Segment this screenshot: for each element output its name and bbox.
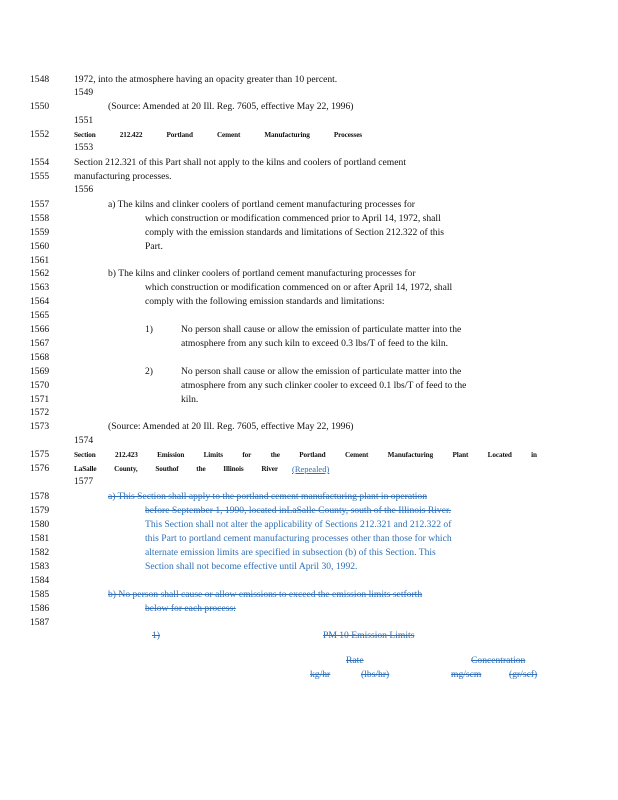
rate-unit-kg: kg/hr — [310, 669, 331, 680]
line-number: 1569 — [30, 366, 50, 377]
line-number: 1577 — [74, 476, 94, 487]
line-number: 1555 — [30, 171, 50, 182]
line-number: 1567 — [30, 338, 50, 349]
line-number: 1580 — [30, 519, 50, 530]
table-title: PM 10 Emission Limits — [323, 630, 415, 641]
subsection-a-text: a) The kilns and clinker coolers of portland cement manufacturing processes for — [108, 199, 415, 210]
heading-word: 212.422 — [119, 131, 143, 139]
line-number: 1562 — [30, 268, 50, 279]
heading-word: for — [242, 451, 252, 459]
line-number: 1548 — [30, 74, 50, 85]
line-text: comply with the emission standards and limitations of Section 212.322 of this — [145, 227, 444, 238]
heading-word: Located — [487, 451, 512, 459]
line-number: 1572 — [30, 407, 50, 418]
line-number: 1557 — [30, 199, 50, 210]
line-number: 1579 — [30, 505, 50, 516]
concentration-header: Concentration — [471, 655, 526, 666]
line-text: Part. — [145, 241, 163, 252]
heading-word: in — [531, 451, 537, 459]
deleted-subsection-a: a) This Section shall apply to the portland cement manufacturing plant in operation — [108, 491, 427, 502]
heading-word: Southof — [155, 465, 179, 473]
line-number: 1587 — [30, 617, 50, 628]
heading-word: County, — [114, 465, 138, 473]
line-text: atmosphere from any such kiln to exceed 0.3 lbs/T of feed to the kiln. — [181, 338, 449, 349]
line-text: this Part to portland cement manufacturing processes other than those for which — [145, 533, 452, 544]
source-note: (Source: Amended at 20 Ill. Reg. 7605, effective May 22, 1996) — [108, 421, 354, 432]
line-number: 1560 — [30, 241, 50, 252]
item-marker: 1) — [145, 324, 153, 335]
line-number: 1582 — [30, 547, 50, 558]
line-number: 1549 — [74, 87, 94, 98]
line-text: manufacturing processes. — [74, 171, 172, 182]
heading-word: Manufacturing — [387, 451, 434, 459]
line-text: kiln. — [181, 394, 199, 405]
line-text: atmosphere from any such clinker cooler to exceed 0.1 lbs/T of feed to the — [181, 380, 467, 391]
heading-word: River — [261, 465, 278, 473]
line-number: 1583 — [30, 561, 50, 572]
line-number: 1585 — [30, 589, 50, 600]
line-number: 1550 — [30, 101, 50, 112]
heading-word: Section — [74, 451, 96, 459]
line-number: 1563 — [30, 282, 50, 293]
line-text: comply with the following emission standards and limitations: — [145, 296, 385, 307]
item-marker: 2) — [145, 366, 153, 377]
line-number: 1575 — [30, 449, 50, 460]
line-text: This Section shall not alter the applicability of Sections 212.321 and 212.322 of — [145, 519, 452, 530]
line-number: 1571 — [30, 394, 50, 405]
line-text: Section 212.321 of this Part shall not apply to the kilns and coolers of portland cement — [74, 157, 406, 168]
line-number: 1581 — [30, 533, 50, 544]
line-number: 1559 — [30, 227, 50, 238]
conc-unit-gr: (gr/scf) — [509, 669, 538, 680]
repealed-tag: (Repealed) — [292, 464, 330, 474]
line-number: 1586 — [30, 603, 50, 614]
deleted-subsection-b: b) No person shall cause or allow emissions to exceed the emission limits setforth — [108, 589, 423, 600]
source-note: (Source: Amended at 20 Ill. Reg. 7605, effective May 22, 1996) — [108, 101, 354, 112]
line-number: 1558 — [30, 213, 50, 224]
section-heading-212-422 — [74, 129, 362, 141]
conc-unit-mg: mg/scm — [451, 669, 482, 680]
line-number: 1573 — [30, 421, 50, 432]
line-number: 1576 — [30, 463, 50, 474]
heading-word: Portland — [166, 131, 193, 139]
line-number: 1578 — [30, 491, 50, 502]
heading-word: Emission — [157, 451, 185, 459]
line-number: 1554 — [30, 157, 50, 168]
rate-header: Rate — [346, 655, 364, 666]
heading-word: Cement — [344, 451, 369, 459]
line-number: 1566 — [30, 324, 50, 335]
heading-word: Cement — [216, 131, 241, 139]
heading-word: 212.423 — [115, 451, 138, 459]
line-number: 1553 — [74, 142, 94, 153]
line-text: which construction or modification commenced prior to April 14, 1972, shall — [145, 213, 441, 224]
deleted-line: below for each process: — [145, 603, 236, 614]
line-text: alternate emission limits are specified in subsection (b) of this Section. This — [145, 547, 436, 558]
line-number: 1574 — [74, 435, 94, 446]
heading-word: Illinois — [223, 465, 244, 473]
line-text: 1972, into the atmosphere having an opacity greater than 10 percent. — [74, 74, 338, 85]
line-number: 1561 — [30, 255, 50, 266]
rate-unit-lbs: (lbs/hr) — [361, 669, 390, 680]
heading-word: Processes — [333, 131, 362, 139]
section-heading-212-423 — [74, 449, 537, 461]
table-item-marker: 1) — [152, 630, 160, 641]
subsection-b-text: b) The kilns and clinker coolers of portland cement manufacturing processes for — [108, 268, 416, 279]
line-number: 1570 — [30, 380, 50, 391]
line-number: 1556 — [74, 184, 94, 195]
heading-word: Plant — [452, 451, 469, 459]
heading-word: Manufacturing — [264, 131, 310, 139]
heading-word: the — [270, 451, 280, 459]
line-text: Section shall not become effective until April 30, 1992. — [145, 561, 358, 572]
item-2-text: No person shall cause or allow the emission of particulate matter into the — [181, 366, 462, 377]
heading-word: Section — [74, 131, 96, 139]
line-number: 1551 — [74, 115, 94, 126]
heading-word: the — [196, 465, 206, 473]
deleted-line: before September 1, 1990, located inLaSalle County, south of the Illinois River. — [145, 505, 452, 516]
line-number: 1564 — [30, 296, 50, 307]
section-heading-continued — [74, 463, 278, 475]
line-number: 1552 — [30, 129, 50, 140]
item-1-text: No person shall cause or allow the emission of particulate matter into the — [181, 324, 462, 335]
heading-word: LaSalle — [74, 465, 97, 473]
line-number: 1568 — [30, 352, 50, 363]
heading-word: Limits — [203, 451, 223, 459]
line-number: 1584 — [30, 575, 50, 586]
line-text: which construction or modification commenced on or after April 14, 1972, shall — [145, 282, 453, 293]
line-number: 1565 — [30, 310, 50, 321]
heading-word: Portland — [299, 451, 326, 459]
